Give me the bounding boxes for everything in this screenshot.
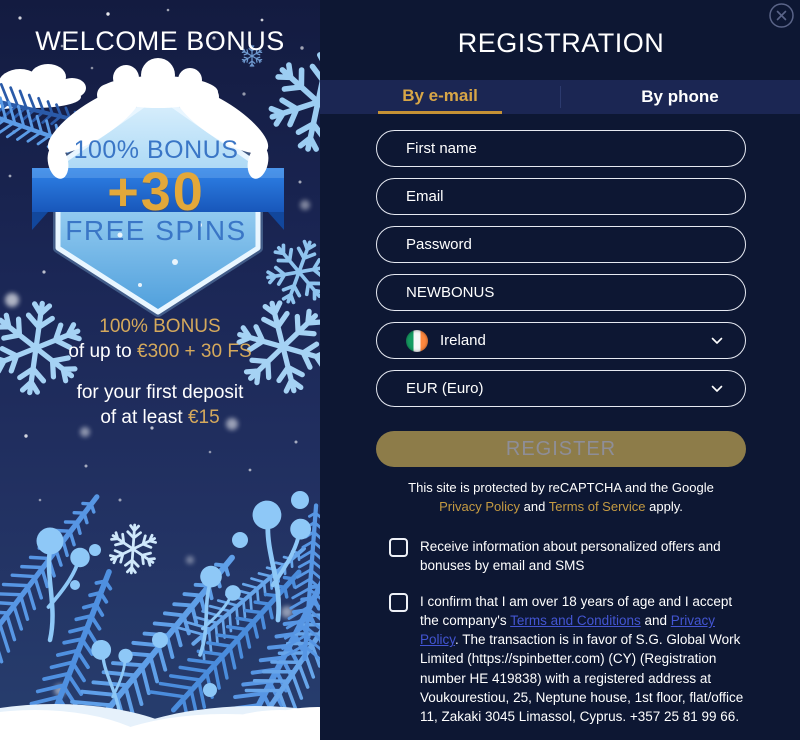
- first-name-field[interactable]: [376, 130, 746, 167]
- promo-line-1: 100% BONUS: [99, 316, 221, 337]
- registration-form: [376, 130, 746, 467]
- terms-consent-text: I confirm that I am over 18 years of age and I accept the company's Terms and Conditions and Privacy Policy. The transaction is in favor of S.G. Global Work Limited (https://spinbetter.com) (CY) (Registration number HE 419838) with a registered address at Voukourestiou, 25, Neptune house, 1st floor, flat/office 11, Zakaki 3045 Limassol, Cyprus. +357 25 81 99 66.: [420, 594, 744, 724]
- tab-by-email[interactable]: [320, 80, 560, 114]
- snow-drifts: [0, 704, 320, 740]
- tab-by-phone[interactable]: [560, 80, 800, 114]
- country-selected-value: Ireland: [440, 332, 486, 349]
- registration-title: REGISTRATION: [457, 28, 665, 58]
- promo-line-3: for your first deposit: [76, 382, 244, 403]
- registration-panel: [320, 0, 800, 740]
- marketing-consent-row: [389, 537, 746, 575]
- google-terms-of-service-link[interactable]: Terms of Service: [548, 498, 646, 514]
- google-privacy-policy-link[interactable]: Privacy Policy: [439, 498, 521, 514]
- badge-bonus-line: 100% BONUS: [73, 136, 239, 164]
- cloud: [0, 64, 86, 109]
- promo-line-4: of at least €15: [100, 407, 220, 428]
- welcome-bonus-title: WELCOME BONUS: [35, 26, 285, 56]
- recaptcha-notice: This site is protected by reCAPTCHA and the Google Privacy Policy and Terms of Service apply.: [408, 480, 714, 514]
- badge-spins-amount: +30: [107, 162, 205, 222]
- tab-by-phone-label: By phone: [641, 87, 719, 106]
- chevron-down-icon: [711, 332, 723, 349]
- promo-code-field[interactable]: [376, 274, 746, 311]
- welcome-bonus-panel: [0, 0, 320, 740]
- recaptcha-text: This site is protected by reCAPTCHA and the Google: [408, 480, 714, 495]
- currency-select[interactable]: [376, 370, 746, 407]
- register-button[interactable]: REGISTER: [376, 431, 746, 467]
- tab-by-email-label: By e-mail: [378, 81, 502, 114]
- currency-selected-value: EUR (Euro): [406, 380, 484, 397]
- marketing-consent-text: Receive information about personalized offers and bonuses by email and SMS: [420, 538, 721, 573]
- terms-consent-row: [389, 592, 746, 726]
- password-field[interactable]: [376, 226, 746, 263]
- terms-consent-checkbox[interactable]: [389, 593, 408, 612]
- ireland-flag-icon: [406, 330, 428, 352]
- badge-spins-line: FREE SPINS: [65, 215, 247, 246]
- terms-and-conditions-link[interactable]: Terms and Conditions: [510, 613, 641, 629]
- chevron-down-icon: [711, 380, 723, 397]
- marketing-consent-checkbox[interactable]: [389, 538, 408, 557]
- registration-tabs: [320, 80, 800, 114]
- privacy-policy-link[interactable]: Privacy Policy: [420, 613, 716, 648]
- close-icon[interactable]: [768, 2, 795, 29]
- promo-line-2: of up to €300 + 30 FS: [68, 341, 252, 362]
- promo-details: [0, 314, 320, 430]
- email-field[interactable]: [376, 178, 746, 215]
- country-select[interactable]: [376, 322, 746, 359]
